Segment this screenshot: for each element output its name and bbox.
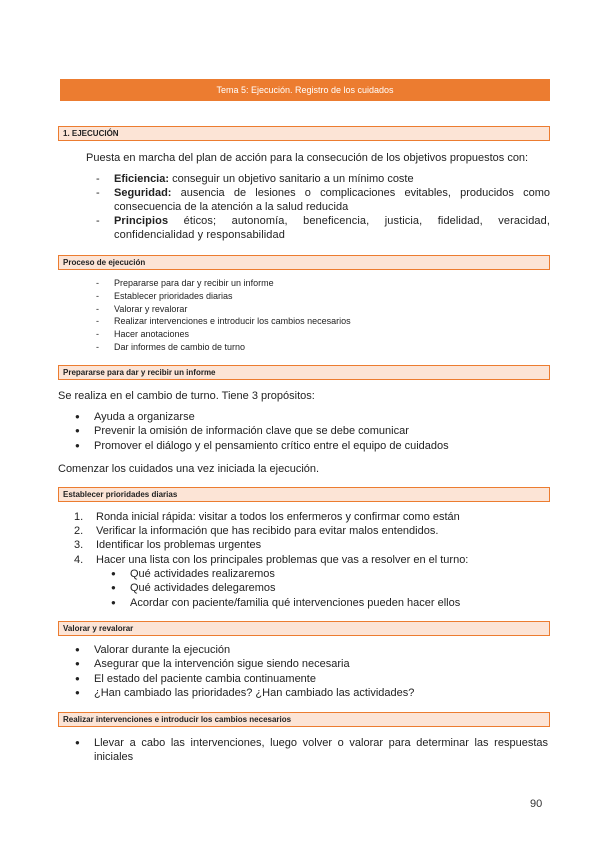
item-number: 2. bbox=[74, 525, 84, 538]
list-item: ● Promover el diálogo y el pensamiento crítico entre el equipo de cuidados bbox=[72, 439, 542, 453]
list-item bbox=[74, 524, 544, 538]
list-item: ● Valorar durante la ejecución bbox=[72, 643, 542, 657]
list-item bbox=[96, 214, 550, 242]
prepararse-list bbox=[72, 410, 542, 453]
list-item: - Prepararse para dar y recibir un informe bbox=[96, 277, 536, 290]
section-header-valorar: Valorar y revalorar bbox=[58, 621, 550, 636]
term-label: Eficiencia: bbox=[114, 173, 170, 185]
prepararse-outro: Comenzar los cuidados una vez iniciada la ejecución. bbox=[58, 463, 320, 475]
prepararse-intro: Se realiza en el cambio de turno. Tiene 3 propósitos: bbox=[58, 390, 315, 402]
list-item: ● Acordar con paciente/familia qué intervenciones pueden hacer ellos bbox=[108, 596, 548, 610]
list-item bbox=[74, 510, 544, 524]
item-text: Verificar la información que has recibido para evitar malos entendidos. bbox=[96, 525, 439, 538]
page-number: 90 bbox=[530, 798, 543, 810]
proceso-list bbox=[96, 277, 536, 354]
list-item: ● Prevenir la omisión de información clave que se debe comunicar bbox=[72, 424, 542, 438]
term-text: conseguir un objetivo sanitario a un mínimo coste bbox=[169, 173, 414, 185]
list-item: ● El estado del paciente cambia continuamente bbox=[72, 672, 542, 686]
ejecucion-intro: Puesta en marcha del plan de acción para la consecución de los objetivos propuestos con: bbox=[86, 152, 529, 164]
section-header-prioridades: Establecer prioridades diarias bbox=[58, 487, 550, 502]
list-item bbox=[74, 553, 544, 567]
list-item: ● ¿Han cambiado las prioridades? ¿Han cambiado las actividades? bbox=[72, 686, 542, 700]
list-item: - Dar informes de cambio de turno bbox=[96, 341, 536, 354]
term-text: éticos; autonomía, beneficencia, justicia, fidelidad, veracidad, confidencialidad y responsabilidad bbox=[114, 215, 550, 241]
list-item bbox=[74, 538, 544, 552]
section-header-ejecucion: 1. EJECUCIÓN bbox=[58, 126, 550, 141]
list-item: ● Qué actividades realizaremos bbox=[108, 567, 548, 581]
list-item: ● Llevar a cabo las intervenciones, luego volver o valorar para determinar las respuestas iniciales bbox=[72, 736, 548, 765]
intervenciones-list bbox=[72, 736, 548, 765]
section-header-prepararse: Prepararse para dar y recibir un informe bbox=[58, 365, 550, 380]
list-item: ● Qué actividades delegaremos bbox=[108, 581, 548, 595]
item-text: Hacer una lista con los principales problemas que vas a resolver en el turno: bbox=[96, 553, 469, 566]
list-item: ● Asegurar que la intervención sigue siendo necesaria bbox=[72, 657, 542, 671]
list-item: ● Ayuda a organizarse bbox=[72, 410, 542, 424]
list-item: - Hacer anotaciones bbox=[96, 328, 536, 341]
prioridades-sublist bbox=[108, 567, 548, 610]
item-number: 3. bbox=[74, 539, 84, 552]
item-text: Ronda inicial rápida: visitar a todos los enfermeros y confirmar como están bbox=[96, 511, 460, 523]
list-item: - Establecer prioridades diarias bbox=[96, 290, 536, 303]
valorar-list bbox=[72, 643, 542, 701]
term-label: Principios bbox=[114, 215, 169, 227]
item-text: Identificar los problemas urgentes bbox=[96, 539, 262, 552]
chapter-banner: Tema 5: Ejecución. Registro de los cuidados bbox=[60, 79, 550, 101]
prioridades-list bbox=[74, 510, 544, 567]
list-item: - Realizar intervenciones e introducir los cambios necesarios bbox=[96, 315, 536, 328]
term-label: Seguridad: bbox=[114, 187, 172, 199]
list-item bbox=[96, 172, 550, 186]
item-number: 1. bbox=[74, 511, 84, 523]
section-header-intervenciones: Realizar intervenciones e introducir los cambios necesarios bbox=[58, 712, 550, 727]
list-item: - Valorar y revalorar bbox=[96, 303, 536, 316]
ejecucion-list bbox=[96, 172, 550, 242]
list-item bbox=[96, 186, 550, 214]
section-header-proceso: Proceso de ejecución bbox=[58, 255, 550, 270]
term-text: ausencia de lesiones o complicaciones evitables, producidos como consecuencia de la atención a la salud reducida bbox=[114, 187, 550, 213]
item-number: 4. bbox=[74, 553, 84, 566]
